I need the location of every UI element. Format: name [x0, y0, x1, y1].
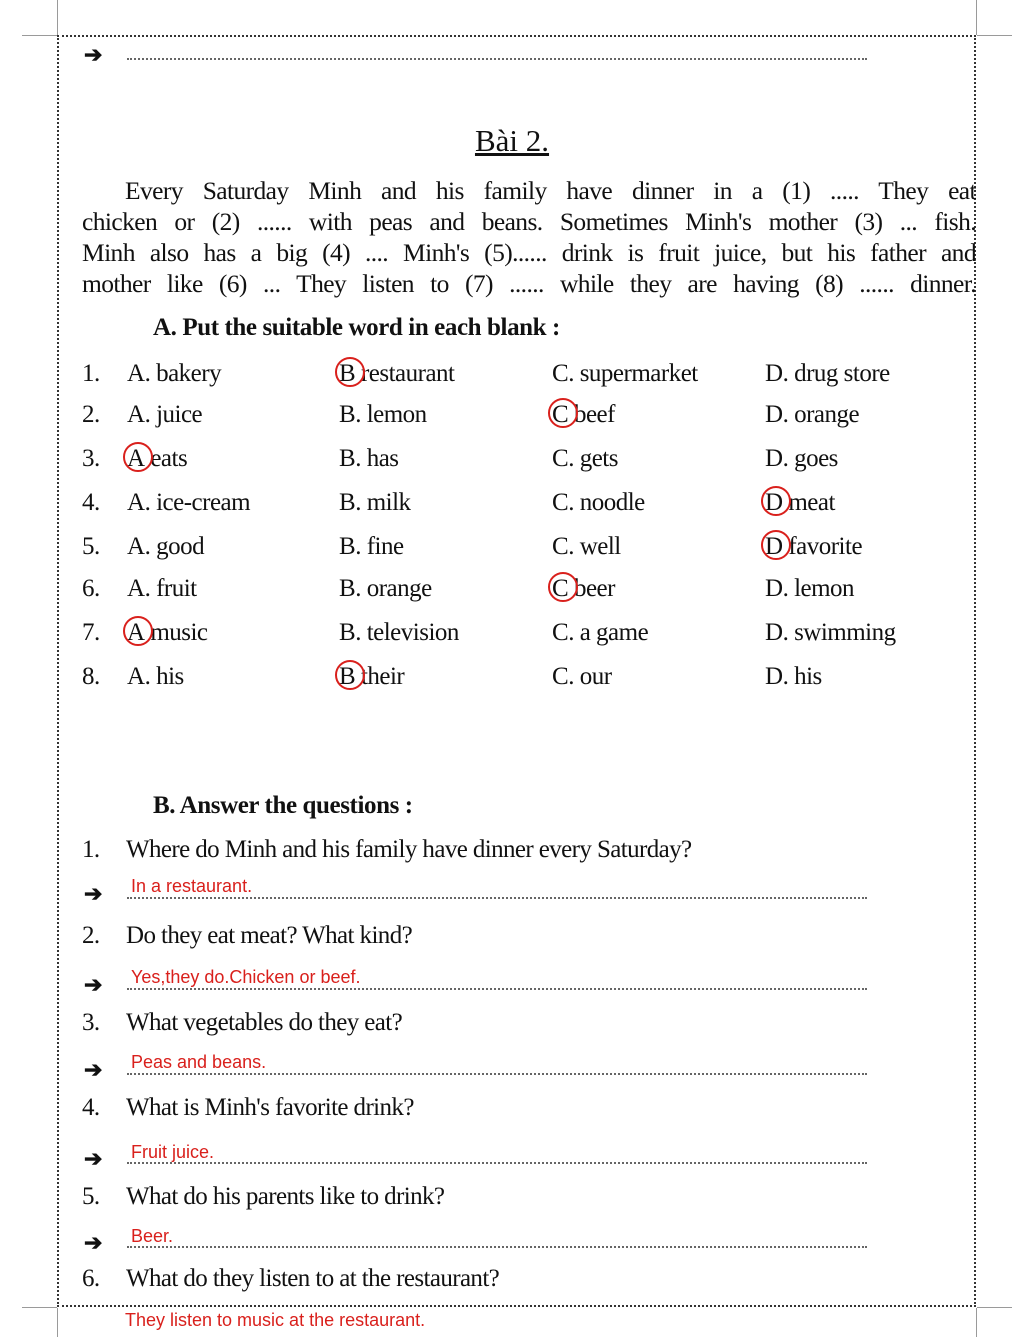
option-letter — [127, 533, 150, 560]
option-letter — [127, 445, 145, 472]
option-letter — [339, 401, 361, 428]
option-period: . — [355, 445, 361, 472]
option-word: lemon — [788, 575, 855, 602]
option-letter-text: B — [339, 445, 356, 472]
question-number: 5. — [82, 1183, 100, 1210]
choice-row — [0, 663, 1024, 693]
option-word: television — [360, 619, 459, 646]
choice-row — [0, 401, 1024, 431]
option-letter-text: D — [765, 445, 783, 472]
crop-mark — [57, 1308, 58, 1337]
option-letter-text: D — [765, 619, 783, 646]
option-word: has — [360, 445, 399, 472]
question-text: Where do Minh and his family have dinner every Saturday? — [126, 836, 692, 863]
answer-circle-icon — [761, 486, 791, 516]
section-a-heading: A. Put the suitable word in each blank : — [153, 314, 560, 341]
option-word: eats — [144, 445, 188, 472]
option-period: . — [144, 360, 151, 387]
option-word: bakery — [150, 360, 222, 387]
option-b — [339, 663, 404, 691]
option-word: his — [150, 663, 184, 690]
option-word: beer — [568, 575, 615, 602]
option-letter — [552, 619, 574, 646]
option-a — [127, 575, 197, 603]
answer-circle-icon — [123, 616, 153, 646]
option-letter-text: A — [127, 533, 145, 560]
question-text: What vegetables do they eat? — [126, 1009, 403, 1036]
option-word: milk — [360, 489, 411, 516]
option-letter — [765, 575, 788, 602]
option-letter — [339, 619, 361, 646]
option-period: . — [144, 401, 151, 428]
handwritten-answer: In a restaurant. — [131, 876, 253, 896]
option-letter-text: B — [339, 533, 356, 560]
handwritten-answer: Yes,they do.Chicken or beef. — [131, 967, 361, 987]
choice-row — [0, 445, 1024, 475]
option-letter-text: C — [552, 360, 569, 387]
option-period: . — [355, 533, 361, 560]
option-word: supermarket — [573, 360, 698, 387]
answer-circle-icon — [335, 357, 365, 387]
option-word: orange — [788, 401, 860, 428]
answer-circle-icon — [761, 530, 791, 560]
option-b — [339, 533, 404, 561]
option-c — [552, 533, 621, 561]
answer-circle-icon — [548, 572, 578, 602]
question-number: 2. — [82, 922, 100, 949]
question-number: 3. — [82, 1009, 100, 1036]
answer-dotted-line — [127, 1073, 867, 1075]
option-d — [765, 360, 890, 388]
option-period: . — [568, 360, 574, 387]
handwritten-answer: They listen to music at the restaurant. — [125, 1310, 426, 1330]
crop-mark — [976, 1308, 977, 1337]
option-b — [339, 401, 427, 429]
option-period: . — [782, 360, 789, 387]
option-word: music — [144, 619, 208, 646]
crop-mark — [977, 35, 1012, 36]
question-number: 7. — [82, 619, 100, 646]
option-period: . — [782, 663, 789, 690]
option-word: good — [150, 533, 205, 560]
option-period: . — [568, 663, 574, 690]
option-letter-text: A — [127, 401, 145, 428]
option-word: goes — [788, 445, 838, 472]
option-letter — [127, 401, 150, 428]
option-period: . — [355, 489, 361, 516]
option-b — [339, 619, 459, 647]
option-letter — [765, 445, 788, 472]
option-d — [765, 663, 822, 691]
answer-circle-icon — [548, 398, 578, 428]
option-period: . — [144, 533, 151, 560]
option-letter-text: C — [552, 401, 569, 428]
option-period: . — [782, 619, 789, 646]
option-c — [552, 663, 612, 691]
option-letter-text: B — [339, 663, 356, 690]
question-1 — [82, 836, 692, 864]
question-5 — [82, 1183, 444, 1211]
option-letter-text: B — [339, 619, 356, 646]
option-word: meat — [782, 489, 835, 516]
option-period: . — [144, 663, 151, 690]
arrow-icon: ➔ — [84, 1230, 103, 1255]
option-d — [765, 575, 854, 603]
question-number: 1. — [82, 360, 100, 387]
option-letter — [127, 489, 150, 516]
option-period: . — [355, 619, 361, 646]
question-number: 4. — [82, 489, 100, 516]
choice-row — [0, 575, 1024, 605]
option-letter-text: C — [552, 619, 569, 646]
option-word: fruit — [150, 575, 197, 602]
crop-mark — [57, 0, 58, 35]
option-letter-text: A — [127, 445, 145, 472]
option-letter-text: D — [765, 533, 783, 560]
option-letter — [339, 360, 355, 387]
option-period: . — [144, 489, 151, 516]
option-letter — [127, 360, 150, 387]
option-letter — [552, 663, 574, 690]
option-letter — [765, 489, 783, 516]
option-letter-text: C — [552, 575, 569, 602]
answer-dotted-line — [127, 1162, 867, 1164]
option-b — [339, 445, 399, 473]
option-letter-text: D — [765, 663, 783, 690]
option-letter — [765, 401, 788, 428]
answer-circle-icon — [335, 660, 365, 690]
question-4 — [82, 1094, 414, 1122]
option-c — [552, 489, 645, 517]
option-word: lemon — [360, 401, 427, 428]
question-number: 4. — [82, 1094, 100, 1121]
choice-row — [0, 619, 1024, 649]
question-number: 6. — [82, 575, 100, 602]
option-word: orange — [360, 575, 432, 602]
question-text: Do they eat meat? What kind? — [126, 922, 413, 949]
crop-mark — [22, 35, 57, 36]
arrow-icon: ➔ — [84, 972, 103, 997]
option-a — [127, 401, 202, 429]
option-letter — [552, 445, 574, 472]
option-word: fine — [360, 533, 404, 560]
option-c — [552, 575, 615, 603]
option-word: restaurant — [355, 360, 455, 387]
option-letter-text: C — [552, 445, 569, 472]
option-c — [552, 401, 615, 429]
question-number: 8. — [82, 663, 100, 690]
option-letter-text: C — [552, 533, 569, 560]
option-period: . — [568, 533, 574, 560]
option-a — [127, 619, 208, 647]
handwritten-answer: Peas and beans. — [131, 1052, 267, 1072]
arrow-icon: ➔ — [84, 1057, 103, 1082]
option-letter — [339, 533, 361, 560]
option-word: ice-cream — [150, 489, 251, 516]
option-letter-text: D — [765, 575, 783, 602]
question-text: What is Minh's favorite drink? — [126, 1094, 414, 1121]
option-word: our — [573, 663, 612, 690]
option-period: . — [355, 575, 361, 602]
question-3 — [82, 1009, 402, 1037]
option-letter — [339, 663, 355, 690]
crop-mark — [22, 1307, 57, 1308]
option-word: drug store — [788, 360, 890, 387]
option-d — [765, 533, 862, 561]
option-letter — [552, 489, 574, 516]
option-letter-text: C — [552, 663, 569, 690]
option-period: . — [782, 445, 789, 472]
choice-row — [0, 360, 1024, 390]
option-letter — [339, 445, 361, 472]
option-letter — [127, 575, 150, 602]
question-number: 1. — [82, 836, 100, 863]
reading-passage — [82, 175, 976, 299]
option-letter-text: D — [765, 401, 783, 428]
option-word: his — [788, 663, 822, 690]
option-letter — [552, 533, 574, 560]
option-word: a game — [573, 619, 649, 646]
passage-line: mother like (6) ... They listen to (7) ...... while they are having (8) ...... dinner. — [82, 269, 976, 298]
option-letter-text: A — [127, 575, 145, 602]
option-letter — [339, 575, 361, 602]
question-number: 6. — [82, 1265, 100, 1292]
question-6 — [82, 1265, 499, 1293]
option-word: favorite — [782, 533, 863, 560]
question-2 — [82, 922, 412, 950]
option-word: juice — [150, 401, 203, 428]
option-b — [339, 360, 455, 388]
arrow-icon: ➔ — [84, 881, 103, 906]
question-text: What do they listen to at the restaurant? — [126, 1265, 500, 1292]
option-letter-text: A — [127, 619, 145, 646]
question-number: 5. — [82, 533, 100, 560]
option-word: their — [355, 663, 405, 690]
option-a — [127, 533, 204, 561]
crop-mark — [977, 1307, 1012, 1308]
crop-mark — [976, 0, 977, 35]
passage-line: chicken or (2) ...... with peas and beans. Sometimes Minh's mother (3) ... fish. — [82, 207, 976, 236]
option-letter — [552, 575, 568, 602]
section-b-heading: B. Answer the questions : — [153, 792, 413, 819]
option-letter — [765, 619, 788, 646]
exercise-title: Bài 2. — [474, 123, 550, 158]
arrow-icon: ➔ — [84, 42, 103, 67]
option-period: . — [568, 489, 574, 516]
option-word: well — [573, 533, 621, 560]
option-a — [127, 489, 250, 517]
answer-circle-icon — [123, 442, 153, 472]
option-word: gets — [573, 445, 618, 472]
option-letter-text: B — [339, 401, 356, 428]
option-letter — [552, 360, 574, 387]
option-a — [127, 445, 187, 473]
question-text: What do his parents like to drink? — [126, 1183, 445, 1210]
option-letter-text: D — [765, 489, 783, 516]
option-letter — [127, 663, 150, 690]
option-c — [552, 360, 698, 388]
answer-dotted-line — [127, 58, 867, 60]
option-b — [339, 575, 432, 603]
handwritten-answer: Beer. — [131, 1226, 174, 1246]
option-letter-text: B — [339, 360, 356, 387]
option-letter — [765, 360, 788, 387]
choice-row — [0, 489, 1024, 519]
option-letter — [765, 533, 783, 560]
passage-line: Every Saturday Minh and his family have dinner in a (1) ..... They eat — [125, 176, 976, 205]
option-period: . — [782, 575, 789, 602]
answer-dotted-line — [127, 897, 867, 899]
option-a — [127, 360, 221, 388]
option-letter — [765, 663, 788, 690]
option-c — [552, 445, 618, 473]
choice-row — [0, 533, 1024, 563]
option-d — [765, 489, 835, 517]
answer-dotted-line — [127, 1246, 867, 1248]
option-letter-text: B — [339, 575, 356, 602]
option-word: swimming — [788, 619, 896, 646]
option-a — [127, 663, 184, 691]
handwritten-answer: Fruit juice. — [131, 1142, 215, 1162]
option-period: . — [355, 401, 361, 428]
option-letter — [127, 619, 145, 646]
option-period: . — [144, 575, 151, 602]
option-letter-text: D — [765, 360, 783, 387]
option-period: . — [782, 401, 789, 428]
option-letter-text: C — [552, 489, 569, 516]
option-letter-text: B — [339, 489, 356, 516]
option-letter — [339, 489, 361, 516]
option-c — [552, 619, 648, 647]
option-word: beef — [568, 401, 615, 428]
question-number: 2. — [82, 401, 100, 428]
option-letter-text: A — [127, 360, 145, 387]
option-b — [339, 489, 411, 517]
option-d — [765, 401, 859, 429]
option-letter-text: A — [127, 663, 145, 690]
option-period: . — [568, 619, 574, 646]
question-number: 3. — [82, 445, 100, 472]
answer-dotted-line — [127, 988, 867, 990]
option-d — [765, 445, 838, 473]
option-d — [765, 619, 896, 647]
option-period: . — [568, 445, 574, 472]
option-letter-text: A — [127, 489, 145, 516]
option-letter — [552, 401, 568, 428]
option-word: noodle — [573, 489, 645, 516]
arrow-icon: ➔ — [84, 1146, 103, 1171]
passage-line: Minh also has a big (4) .... Minh's (5)...... drink is fruit juice, but his father and — [82, 238, 976, 267]
